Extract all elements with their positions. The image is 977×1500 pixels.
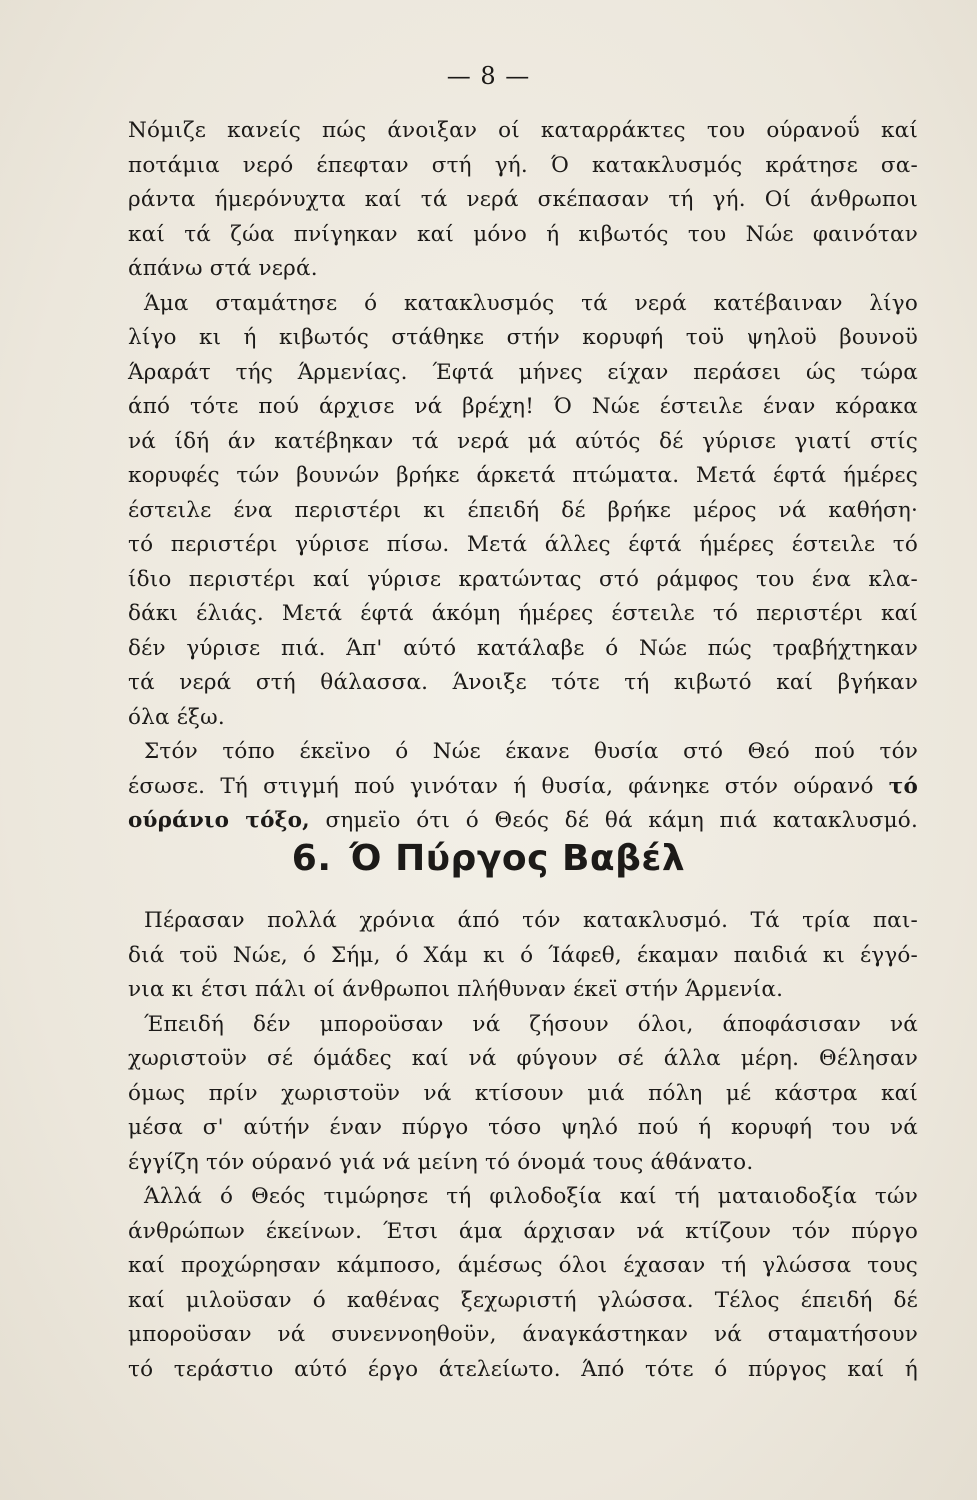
text-line: τά νερά στή θάλασσα. Άνοιξε τότε τή κιβωτό καί βγήκαν — [128, 670, 918, 695]
text-line: νια κι έτσι πάλι οί άνθρωποι πλήθυναν έκεϊ στήν Άρμενία. — [128, 977, 784, 1002]
text-line: τό περιστέρι γύρισε πίσω. Μετά άλλες έφτά ήμέρες έστειλε τό — [128, 532, 918, 557]
text-line: διά τοϋ Νώε, ό Σήμ, ό Χάμ κι ό Ίάφεθ, έκαμαν παιδιά κι έγγό- — [128, 942, 918, 968]
text-line — [128, 770, 918, 805]
text-line: Άμα σταμάτησε ό κατακλυσμός τά νερά κατέβαιναν λίγο — [144, 290, 918, 316]
section-number: 6. — [291, 838, 332, 879]
text-line: Πέρασαν πολλά χρόνια άπό τόν κατακλυσμό. Τά τρία παι- — [144, 908, 918, 933]
text-line: ποτάμια νερό έπεφταν στή γή. Ό κατακλυσμός κράτησε σα- — [128, 152, 918, 178]
text-line: Στόν τόπο έκεϊνο ό Νώε έκανε θυσία στό Θεό πού τόν — [144, 739, 918, 764]
page-number: — 8 — — [446, 62, 531, 90]
text-line: καί τά ζώα πνίγηκαν καί μόνο ή κιβωτός του Νώε φαινόταν — [128, 221, 918, 247]
text-line: Άραράτ τής Άρμενίας. Έφτά μήνες είχαν περάσει ώς τώρα — [128, 359, 918, 385]
text-line — [128, 804, 918, 839]
text-line: καί προχώρησαν κάμποσο, άμέσως όλοι έχασαν τή γλώσσα τους — [128, 1253, 918, 1278]
text-line: ίδιο περιστέρι καί γύρισε κρατώντας στό ράμφος του ένα κλα- — [128, 566, 918, 592]
text-line: άνθρώπων έκείνων. Έτσι άμα άρχισαν νά κτίζουν τόν πύργο — [128, 1218, 918, 1244]
rainbow-phrase: ούράνιο τόξο, — [128, 808, 310, 833]
text-line: έστειλε ένα περιστέρι κι έπειδή δέ βρήκε μέρος νά καθήση· — [128, 497, 918, 523]
text-line: κορυφές τών βουνών βρήκε άρκετά πτώματα. Μετά έφτά ήμέρες — [128, 463, 918, 488]
bold-word: τό — [888, 773, 918, 799]
text-line: τό τεράστιο αύτό έργο άτελείωτο. Άπό τότε ό πύργος καί ή — [128, 1356, 918, 1382]
text-line: μέσα σ' αύτήν έναν πύργο τόσο ψηλό πού ή κορυφή του νά — [128, 1115, 918, 1140]
babel-narrative — [128, 904, 918, 1387]
text-segment: έσωσε. Τή στιγμή πού γινόταν ή θυσία, φάνηκε στόν ούρανό — [128, 773, 874, 799]
text-line: όλα έξω. — [128, 704, 225, 730]
text-line: νά ίδή άν κατέβηκαν τά νερά μά αύτός δέ γύρισε γιατί στίς — [128, 428, 918, 454]
text-line: Νόμιζε κανείς πώς άνοιξαν οί καταρράκτες του ούρανοΰ καί — [128, 118, 918, 143]
text-line: Άλλά ό Θεός τιμώρησε τή φιλοδοξία καί τή ματαιοδοξία τών — [144, 1184, 918, 1209]
text-line: άπό τότε πού άρχισε νά βρέχη! Ό Νώε έστειλε έναν κόρακα — [128, 394, 918, 419]
text-line: καί μιλοϋσαν ό καθένας ξεχωριστή γλώσσα. Τέλος έπειδή δέ — [128, 1287, 918, 1313]
text-line: έγγίζη τόν ούρανό γιά νά μείνη τό όνομά τους άθάνατο. — [128, 1149, 754, 1175]
text-line: χωριστοϋν σέ όμάδες καί νά φύγουν σέ άλλα μέρη. Θέλησαν — [128, 1046, 918, 1071]
text-line: δέν γύρισε πιά. Άπ' αύτό κατάλαβε ό Νώε πώς τραβήχτηκαν — [128, 635, 918, 661]
text-line: δάκι έλιάς. Μετά έφτά άκόμη ήμέρες έστειλε τό περιστέρι καί — [128, 601, 918, 626]
text-line: λίγο κι ή κιβωτός στάθηκε στήν κορυφή τοϋ ψηλοϋ βουνοϋ — [128, 325, 918, 350]
text-line: άπάνω στά νερά. — [128, 256, 318, 281]
text-line: Έπειδή δέν μποροϋσαν νά ζήσουν όλοι, άποφάσισαν νά — [144, 1011, 918, 1037]
section-heading — [0, 838, 977, 879]
flood-narrative — [128, 114, 918, 839]
text-segment: σημεϊο ότι ό Θεός δέ θά κάμη πιά κατακλυσμό. — [325, 808, 918, 833]
text-line: ράντα ήμερόνυχτα καί τά νερά σκέπασαν τή γή. Οί άνθρωποι — [128, 187, 918, 212]
section-title: Ό Πύργος Βαβέλ — [349, 838, 686, 879]
text-line: όμως πρίν χωριστοϋν νά κτίσουν μιά πόλη μέ κάστρα καί — [128, 1080, 918, 1106]
text-line: μποροϋσαν νά συνεννοηθοϋν, άναγκάστηκαν νά σταματήσουν — [128, 1322, 918, 1347]
